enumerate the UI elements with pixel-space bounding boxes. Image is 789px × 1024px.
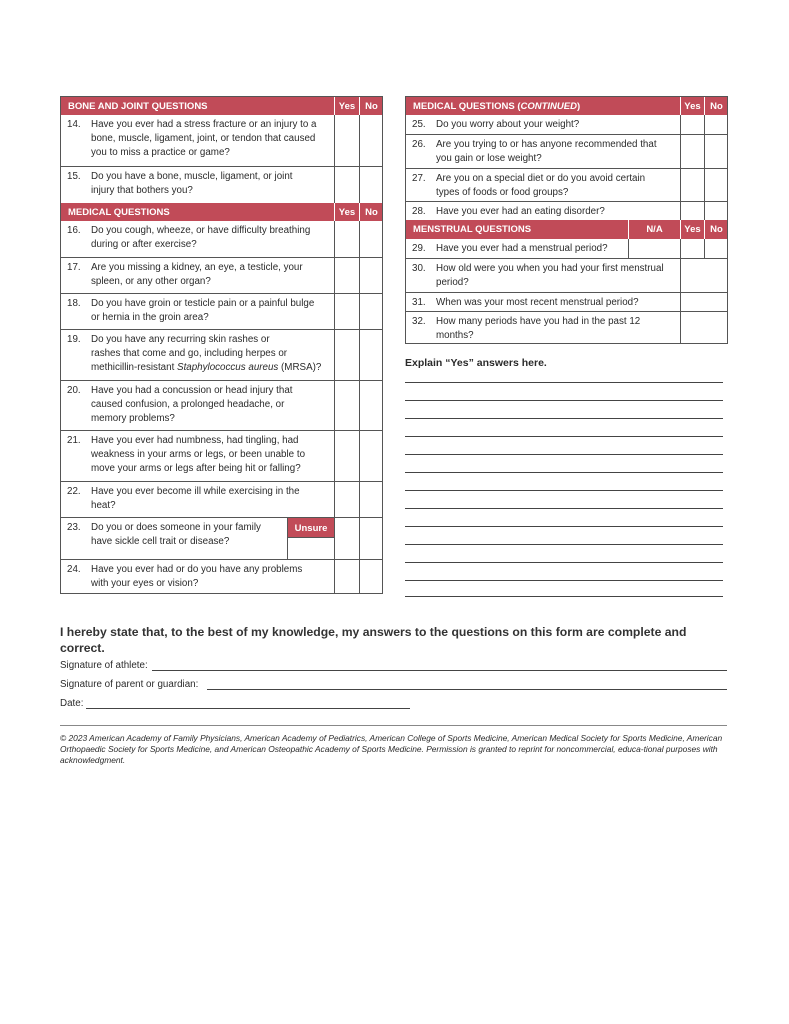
question-number: 26.: [412, 139, 426, 150]
question-row-14: [61, 115, 382, 166]
explain-line[interactable]: [405, 472, 723, 473]
yes-checkbox[interactable]: [334, 115, 359, 166]
question-row-32: [406, 311, 727, 344]
question-number: 22.: [67, 486, 81, 497]
na-checkbox[interactable]: [628, 239, 680, 258]
question-row-23: [61, 517, 382, 559]
no-checkbox[interactable]: [359, 330, 383, 380]
question-number: 25.: [412, 119, 426, 130]
question-row-22: [61, 481, 382, 517]
yes-checkbox[interactable]: [334, 560, 359, 594]
question-number: 30.: [412, 263, 426, 274]
no-checkbox[interactable]: [704, 135, 728, 168]
no-column-header: No: [704, 220, 728, 239]
no-checkbox[interactable]: [359, 431, 383, 481]
explain-line[interactable]: [405, 436, 723, 437]
question-text: Are you trying to or has anyone recommended that you gain or lose weight?: [436, 139, 657, 164]
no-checkbox[interactable]: [704, 239, 728, 258]
athlete-signature-label: Signature of athlete:: [60, 660, 148, 671]
question-number: 19.: [67, 334, 81, 345]
menstrual-title: MENSTRUAL QUESTIONS: [413, 224, 532, 235]
question-row-21: [61, 430, 382, 481]
medical-title: MEDICAL QUESTIONS: [68, 207, 170, 218]
date-field[interactable]: [86, 708, 410, 709]
question-row-20: [61, 380, 382, 430]
footer-divider: [60, 725, 727, 726]
question-text: Have you ever had numbness, had tingling, had weakness in your arms or legs, or been unable to move your arms or legs after being hit or falling?: [91, 435, 306, 474]
question-row-24: [61, 559, 382, 594]
question-row-18: [61, 293, 382, 329]
question-number: 27.: [412, 173, 426, 184]
question-row-28: [406, 201, 727, 220]
question-number: 18.: [67, 298, 81, 309]
no-checkbox[interactable]: [359, 221, 383, 257]
question-text: How many periods have you had in the past 12 months?: [436, 316, 641, 341]
explain-yes-label: Explain “Yes” answers here.: [405, 357, 547, 369]
explain-line[interactable]: [405, 418, 723, 419]
unsure-column-header: Unsure: [287, 518, 334, 537]
explain-line[interactable]: [405, 382, 723, 383]
question-text: How old were you when you had your first menstrual period?: [436, 263, 664, 288]
yes-checkbox[interactable]: [334, 518, 359, 559]
question-text: Are you missing a kidney, an eye, a testicle, your spleen, or any other organ?: [91, 262, 303, 287]
explain-line[interactable]: [405, 454, 723, 455]
question-text: Have you ever had a menstrual period?: [436, 243, 608, 254]
answer-field[interactable]: [680, 312, 728, 344]
question-text: Do you have groin or testicle pain or a painful bulge or hernia in the groin area?: [91, 298, 315, 323]
yes-checkbox[interactable]: [680, 239, 704, 258]
question-text: When was your most recent menstrual period?: [436, 297, 639, 308]
question-number: 32.: [412, 316, 426, 327]
question-row-29: [406, 239, 727, 258]
explain-line[interactable]: [405, 508, 723, 509]
no-checkbox[interactable]: [359, 167, 383, 203]
question-number: 17.: [67, 262, 81, 273]
question-number: 14.: [67, 119, 81, 130]
question-row-17: [61, 257, 382, 293]
no-checkbox[interactable]: [704, 115, 728, 134]
question-text: Do you have any recurring skin rashes or rashes that come and go, including herpes or methicillin-resistant Staphylococcus aureus (MRSA)?: [91, 334, 322, 373]
explain-line[interactable]: [405, 596, 723, 597]
question-text: Do you or does someone in your family have sickle cell trait or disease?: [91, 522, 261, 547]
yes-column-header: Yes: [680, 220, 704, 239]
yes-checkbox[interactable]: [334, 431, 359, 481]
yes-checkbox[interactable]: [334, 258, 359, 293]
medical-header: [61, 203, 382, 221]
question-row-30: [406, 258, 727, 292]
no-column-header: No: [704, 97, 728, 115]
right-question-table: [405, 96, 728, 344]
question-row-16: [61, 221, 382, 257]
yes-checkbox[interactable]: [334, 482, 359, 517]
menstrual-header: [406, 220, 727, 239]
no-checkbox[interactable]: [359, 294, 383, 329]
yes-checkbox[interactable]: [334, 167, 359, 203]
question-text: Have you ever had an eating disorder?: [436, 206, 605, 217]
left-question-table: [60, 96, 383, 594]
question-number: 24.: [67, 564, 81, 575]
explain-line[interactable]: [405, 580, 723, 581]
yes-checkbox[interactable]: [334, 330, 359, 380]
question-number: 28.: [412, 206, 426, 217]
no-column-header: No: [359, 97, 383, 115]
yes-column-header: Yes: [680, 97, 704, 115]
question-text: Have you had a concussion or head injury that caused confusion, a prolonged headache, or memory problems?: [91, 385, 293, 424]
copyright-notice: © 2023 American Academy of Family Physicians, American Academy of Pediatrics, American College of Sports Medicine, American Medical Society for Sports Medicine, American Orthopaedic Society for Sports Medicine, and American Osteopathic Academy of Sports Medicine. Permission is granted to reprint for noncommercial, educa-tional purposes with acknowledgment.: [60, 733, 723, 765]
yes-checkbox[interactable]: [334, 381, 359, 430]
attestation-statement: I hereby state that, to the best of my knowledge, my answers to the questions on this form are complete and correct.: [60, 625, 687, 655]
question-row-19: [61, 329, 382, 380]
question-number: 16.: [67, 225, 81, 236]
no-checkbox[interactable]: [359, 560, 383, 594]
no-checkbox[interactable]: [359, 258, 383, 293]
no-checkbox[interactable]: [359, 115, 383, 166]
yes-column-header: Yes: [334, 97, 359, 115]
question-number: 29.: [412, 243, 426, 254]
explain-line[interactable]: [405, 526, 723, 527]
question-text: Do you cough, wheeze, or have difficulty breathing during or after exercise?: [91, 225, 311, 250]
no-checkbox[interactable]: [359, 518, 383, 559]
bone-joint-title: BONE AND JOINT QUESTIONS: [68, 101, 208, 112]
question-number: 31.: [412, 297, 426, 308]
explain-line[interactable]: [405, 562, 723, 563]
yes-checkbox[interactable]: [334, 294, 359, 329]
yes-column-header: Yes: [334, 203, 359, 221]
question-text: Have you ever had or do you have any problems with your eyes or vision?: [91, 564, 303, 589]
no-checkbox[interactable]: [704, 202, 728, 220]
yes-checkbox[interactable]: [680, 135, 704, 168]
explain-line[interactable]: [405, 544, 723, 545]
question-text: Do you worry about your weight?: [436, 119, 580, 130]
question-text: Are you on a special diet or do you avoid certain types of foods or food groups?: [436, 173, 646, 198]
yes-checkbox[interactable]: [680, 169, 704, 201]
yes-checkbox[interactable]: [334, 221, 359, 257]
no-checkbox[interactable]: [359, 482, 383, 517]
question-row-25: [406, 115, 727, 134]
question-row-31: [406, 292, 727, 311]
question-text: Have you ever had a stress fracture or an injury to a bone, muscle, ligament, joint, or tendon that caused you to miss a practice or game?: [91, 119, 317, 158]
question-row-27: [406, 168, 727, 201]
no-checkbox[interactable]: [704, 169, 728, 201]
question-number: 20.: [67, 385, 81, 396]
explain-line[interactable]: [405, 490, 723, 491]
unsure-checkbox[interactable]: [287, 537, 334, 559]
na-column-header: N/A: [628, 220, 680, 239]
no-checkbox[interactable]: [359, 381, 383, 430]
question-text: Do you have a bone, muscle, ligament, or joint injury that bothers you?: [91, 171, 293, 196]
yes-checkbox[interactable]: [680, 202, 704, 220]
answer-field[interactable]: [680, 259, 728, 292]
no-column-header: No: [359, 203, 383, 221]
medical-continued-header: [406, 97, 727, 115]
parent-signature-label: Signature of parent or guardian:: [60, 679, 199, 690]
question-number: 21.: [67, 435, 81, 446]
answer-field[interactable]: [680, 293, 728, 311]
bone-joint-header: [61, 97, 382, 115]
yes-checkbox[interactable]: [680, 115, 704, 134]
date-label: Date:: [60, 698, 84, 709]
question-text: Have you ever become ill while exercising in the heat?: [91, 486, 300, 511]
athlete-signature-field[interactable]: [152, 670, 727, 671]
explain-line[interactable]: [405, 400, 723, 401]
question-number: 15.: [67, 171, 81, 182]
question-row-15: [61, 166, 382, 203]
question-number: 23.: [67, 522, 81, 533]
medical-continued-title: MEDICAL QUESTIONS (CONTINUED): [413, 101, 581, 112]
parent-signature-field[interactable]: [207, 689, 727, 690]
question-row-26: [406, 134, 727, 168]
